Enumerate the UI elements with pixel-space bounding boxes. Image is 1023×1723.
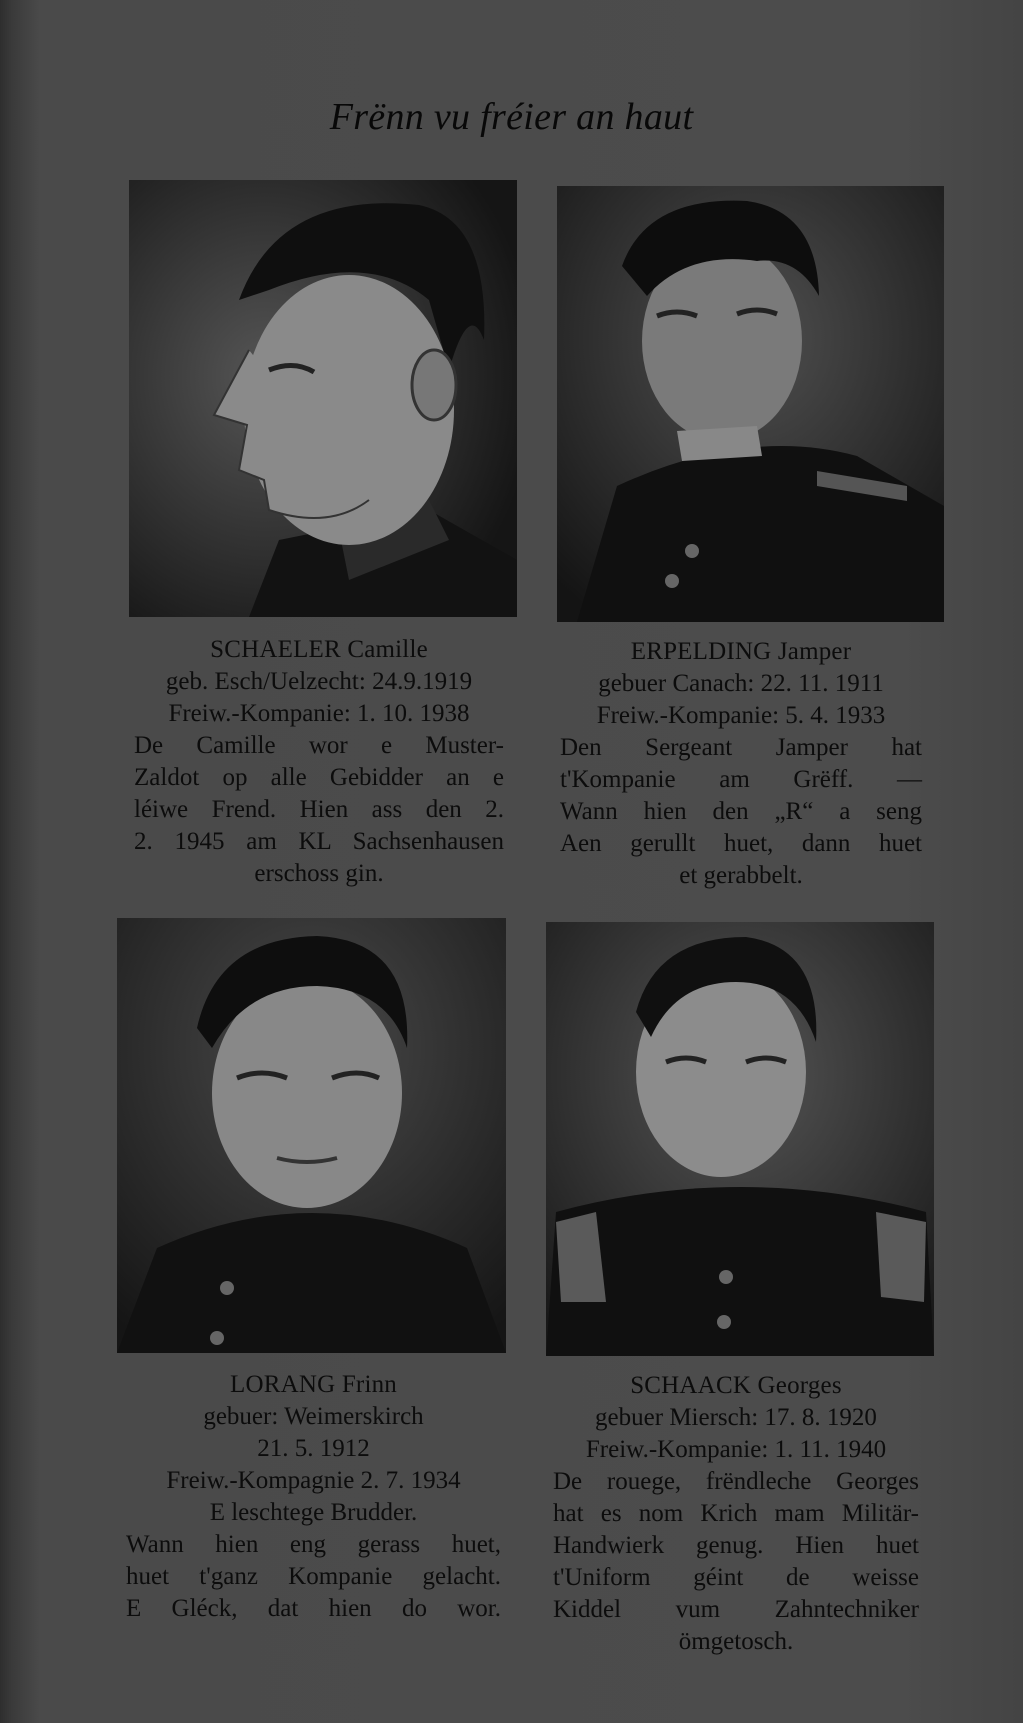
entry-line: erschoss gin. [254,860,384,887]
entry-name: ERPELDING Jamper [630,638,852,665]
entry-name: LORANG Frinn [230,1371,397,1398]
page-title: Frënn vu fréier an haut [329,96,694,138]
entry-line: E leschtege Brudder. [209,1499,418,1526]
entry-name: SCHAACK Georges [630,1372,842,1399]
entry-line: Freiw.-Kompanie: 1. 10. 1938 [168,700,470,727]
entry-line: De rouege, frëndleche Georges [553,1468,919,1495]
portrait-photo-lorang [117,918,506,1353]
entry-line: Aen gerullt huet, dann huet [560,830,922,857]
portrait-schaack-image [546,922,934,1356]
portrait-erpelding-image [557,186,944,622]
entry-line: Handwierk genug. Hien huet [553,1532,919,1559]
entry-name: SCHAELER Camille [210,636,428,663]
entry-line: et gerabbelt. [679,862,803,889]
portrait-photo-schaack [546,922,934,1356]
entry-line: huet t'ganz Kompanie gelacht. [126,1563,501,1590]
entry-line: gebuer Miersch: 17. 8. 1920 [595,1404,877,1431]
entry-line: De Camille wor e Muster- [134,732,504,759]
caption-schaack [553,1370,919,1658]
entry-line: Freiw.-Kompagnie 2. 7. 1934 [166,1467,461,1494]
entry-line: gebuer Canach: 22. 11. 1911 [598,670,884,697]
entry-line: geb. Esch/Uelzecht: 24.9.1919 [165,668,473,695]
portrait-photo-erpelding [557,186,944,622]
entry-line: t'Kompanie am Grëff. — [560,766,922,793]
portrait-lorang-image [117,918,506,1353]
entry-line: ömgetosch. [678,1628,794,1655]
entry-line: Zaldot op alle Gebidder an e [134,764,504,791]
entry-line: E Gléck, dat hien do wor. [126,1595,501,1622]
entry-line: gebuer: Weimerskirch [203,1403,424,1430]
entry-line: Wann hien den „R“ a seng [560,798,922,825]
entry-line: 2. 1945 am KL Sachsenhausen [134,828,504,855]
portrait-schaeler-image [129,180,517,617]
entry-line: Kiddel vum Zahntechniker [553,1596,919,1623]
caption-erpelding [560,636,922,892]
entry-line: 21. 5. 1912 [257,1435,370,1462]
entry-line: Wann hien eng gerass huet, [126,1531,501,1558]
caption-lorang [126,1369,501,1625]
entry-line: Freiw.-Kompanie: 5. 4. 1933 [596,702,886,729]
entry-line: Den Sergeant Jamper hat [560,734,922,761]
entry-line: t'Uniform géint de weisse [553,1564,919,1591]
entry-line: Freiw.-Kompanie: 1. 11. 1940 [585,1436,887,1463]
entry-line: léiwe Frend. Hien ass den 2. [134,796,504,823]
caption-schaeler [134,634,504,890]
portrait-photo-schaeler [129,180,517,617]
entry-line: hat es nom Krich mam Militär- [553,1500,919,1527]
